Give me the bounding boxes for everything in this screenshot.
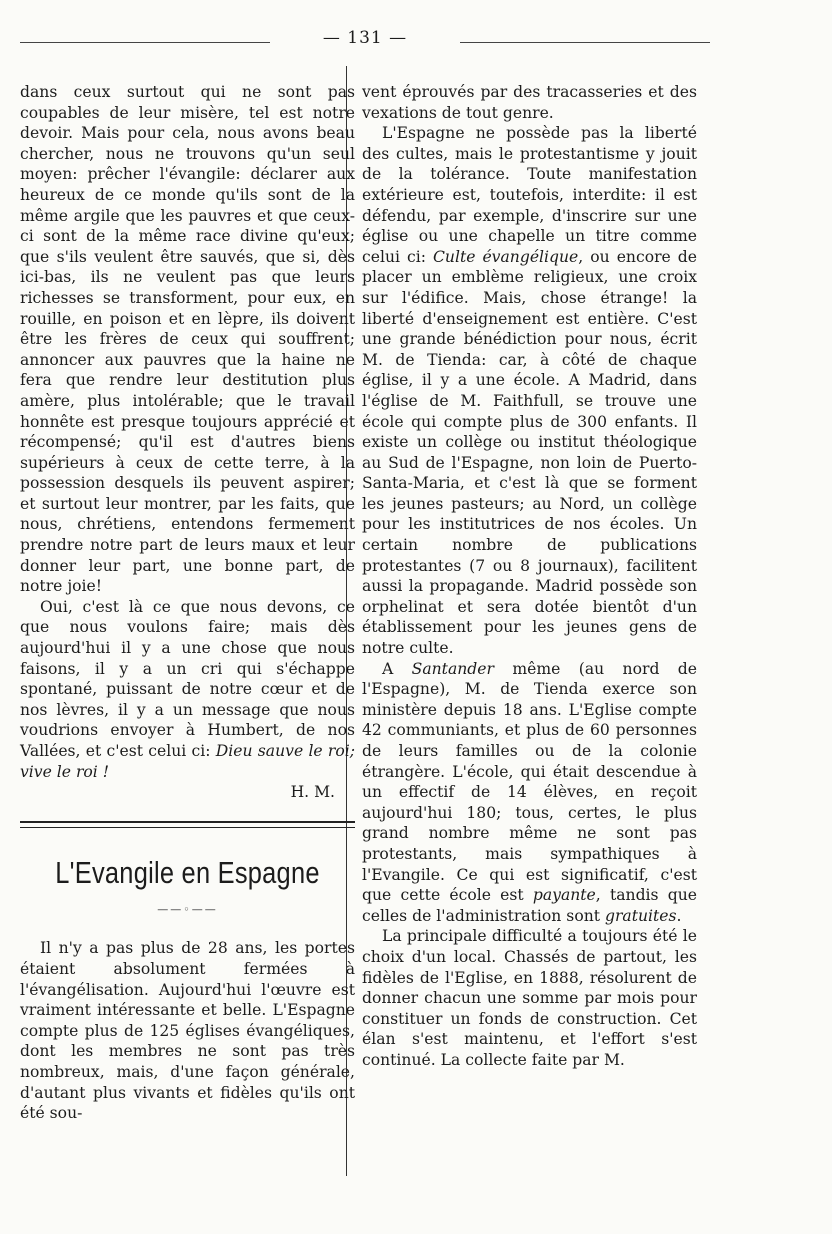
title-rule-thin [20, 827, 355, 828]
p2-text-b: , ou encore de placer un emblème religieux, une croix sur l'édifice. Mais, chose étrange! la liberté d'enseignement est entière. C'est une grande bénédiction pour nous, écrit M. de Tienda: car, à côté de chaque église, il y a une école. A Madrid, dans l'église de M. Faithfull, se trouve une école qui compte plus de 300 enfants. Il existe un collège ou institut théologique au Sud de l'Espagne, non loin de Puerto-Santa-Maria, et c'est là que se forment les jeunes pasteurs; au Nord, un collège pour les institutrices de nos écoles. Un certain nombre de publications protestantes (7 ou 8 journaux), facilitent aussi la propagande. Madrid possède son orphelinat et sera dotée bientôt d'un établissement pour les jeunes gens de notre culte. [362, 247, 697, 658]
left-column [20, 82, 355, 1124]
page-header [20, 28, 710, 58]
paragraph-continued: dans ceux surtout qui ne sont pas coupables de leur misère, tel est notre devoir. Mais pour cela, nous avons beau chercher, nous ne trouvons qu'un seul moyen: prêcher l'évangile: déclarer aux heureux de ce monde qu'ils sont de la même argile que les pauvres et que ceux-ci sont de la même race divine qu'eux; que s'ils veulent être sauvés, que si, dès ici-bas, ils ne veulent pas que leurs richesses se transforment, pour eux, en rouille, en poison et en lèpre, ils doivent être les frères de ceux qui souffrent; annoncer aux pauvres que la haine ne fera que rendre leur destitution plus amère, plus intolérable; que le travail honnête est presque toujours apprécié et récompensé; qu'il est d'autres biens supérieurs à ceux de cette terre, à la possession desquels ils peuvent aspirer; et surtout leur montrer, par les faits, que nous, chrétiens, entendons fermement prendre notre part de leurs maux et leur donner leur part, une bonne part, de notre joie! [20, 83, 355, 596]
article-title: L'Evangile en Espagne [55, 854, 320, 890]
p3-text-c: . [676, 906, 682, 925]
paragraph-tolerance [362, 123, 697, 658]
article-heading [20, 821, 355, 921]
header-rule-right [460, 42, 710, 43]
right-column [362, 82, 697, 1071]
signature: H. M. [290, 783, 335, 802]
paragraph-santander [362, 659, 697, 927]
paragraph-continued-right: vent éprouvés par des tracasseries et des vexations de tout genre. [362, 83, 697, 122]
p3-lead: A [382, 659, 412, 678]
p3-italic-santander: Santander [411, 659, 494, 678]
ornament-divider: ——◦—— [157, 902, 218, 916]
closing-text: Oui, c'est là ce que nous devons, ce que nous voulons faire; mais dès aujourd'hui il y a une chose que nous faisons, il y a un cri qui s'échappe spontané, puissant de notre cœur et de nos lèvres, il y a un message que nous voudrions envoyer à Humbert, de nos Vallées, et c'est celui ci: [20, 597, 355, 760]
page-number: — 131 — [322, 28, 408, 48]
p2-italic: Culte évangélique [432, 247, 579, 266]
article-intro: Il n'y a pas plus de 28 ans, les portes étaient absolument fermées à l'évangélisation. Aujourd'hui l'œuvre est vraiment intéressante et belle. L'Espagne compte plus de 125 églises évangéliques, dont les membres ne sont pas très nombreux, mais, d'une façon générale, d'autant plus vivants et fidèles qu'ils ont été sou- [20, 939, 355, 1123]
p3-text-a: même (au nord de l'Espagne), M. de Tienda exerce son ministère depuis 18 ans. L'Eglise compte 42 communiants, et plus de 60 personnes de leurs familles ou de la colonie étrangère. L'école, qui était descendue à un effectif de 14 élèves, en reçoit aujourd'hui 180; tous, certes, le plus grand nombre même ne sont pas protestants, mais sympathiques à l'Evangile. Ce qui est significatif, c'est que cette école est [362, 659, 698, 905]
paragraph-closing [20, 597, 355, 782]
p3-italic-payante: payante [532, 886, 596, 905]
paragraph-local: La principale difficulté a toujours été le choix d'un local. Chassés de partout, les fidèles de l'Eglise, en 1888, résolurent de donner chacun une somme par mois pour constituer un fonds de construction. Cet élan s'est maintenu, et l'effort s'est continué. La collecte faite par M. [362, 927, 697, 1069]
p3-text-b: , tandis que celles de l'administration sont [362, 886, 697, 925]
closing-italic: Dieu sauve le roi; vive le roi ! [20, 742, 355, 781]
p3-italic-gratuites: gratuites [604, 906, 677, 925]
title-rule-thick [20, 821, 355, 823]
p2-text-a: L'Espagne ne possède pas la liberté des cultes, mais le protestantisme y jouit de la tolérance. Toute manifestation extérieure est, toutefois, interdite: il est défendu, par exemple, d'inscrire sur une église ou une chapelle un titre comme celui ci: [362, 124, 697, 266]
